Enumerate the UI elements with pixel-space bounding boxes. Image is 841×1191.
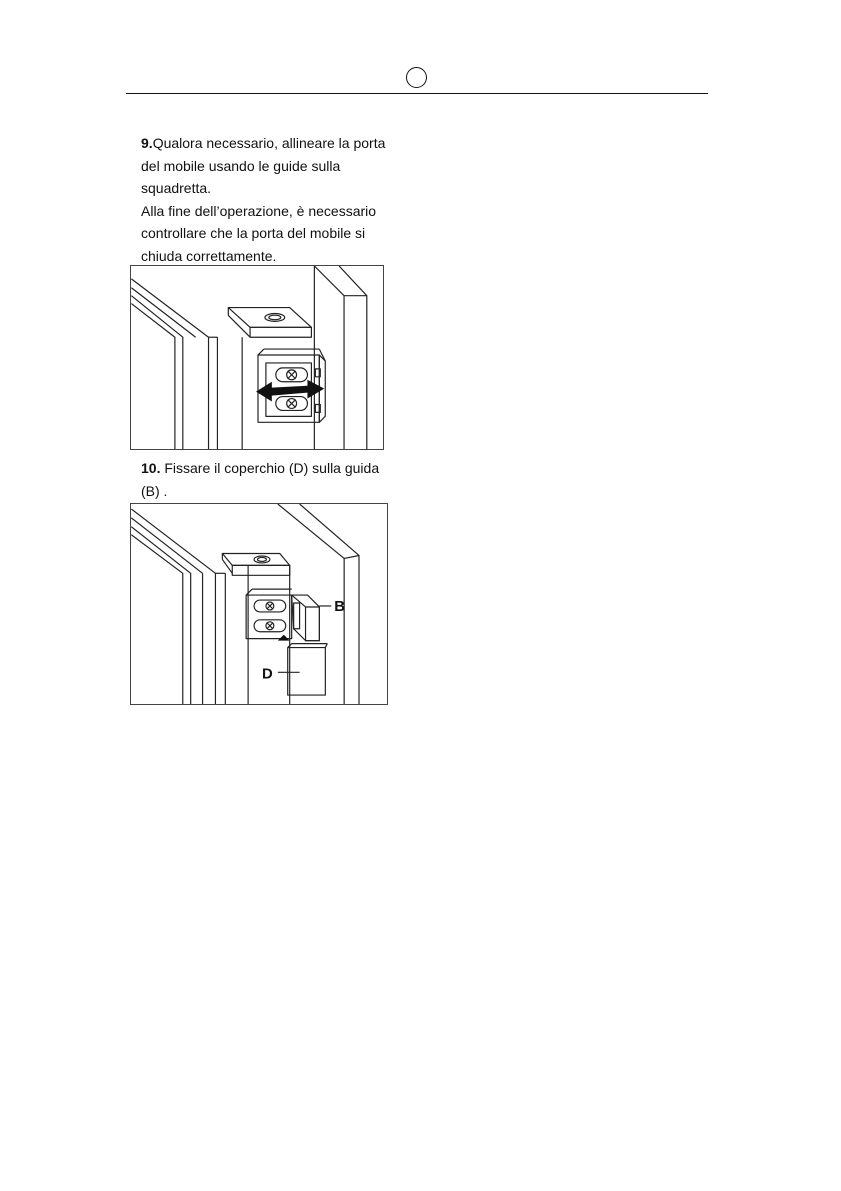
cover-fixing-illustration xyxy=(131,504,387,704)
label-d: D xyxy=(261,666,273,683)
step-9-line-6: chiuda correttamente. xyxy=(141,247,277,264)
label-b: B xyxy=(334,598,345,615)
step-9-line-3: squadretta. xyxy=(141,180,212,196)
header-circle-icon xyxy=(406,67,427,88)
step-9-line-5: controllare che la porta del mobile si xyxy=(141,225,366,241)
step-9-line-2: del mobile usando le guide sulla xyxy=(141,157,341,174)
step-9-number: 9. xyxy=(141,135,153,151)
step-10-instructions xyxy=(141,457,391,502)
step-9-line-4: Alla fine dell’operazione, è necessario xyxy=(141,202,377,219)
header-rule xyxy=(126,93,708,94)
step-9-line-1: 9.Qualora necessario, allineare la porta xyxy=(141,135,386,151)
step-10-line-1: 10. Fissare il coperchio (D) sulla guida xyxy=(141,460,380,476)
step-10-number: 10. xyxy=(141,460,161,476)
step-9-instructions xyxy=(141,132,391,267)
figure-cover-fixing xyxy=(130,503,388,705)
step-10-line-2: (B) . xyxy=(141,482,168,499)
door-alignment-illustration xyxy=(131,266,383,449)
figure-door-alignment xyxy=(130,265,384,450)
